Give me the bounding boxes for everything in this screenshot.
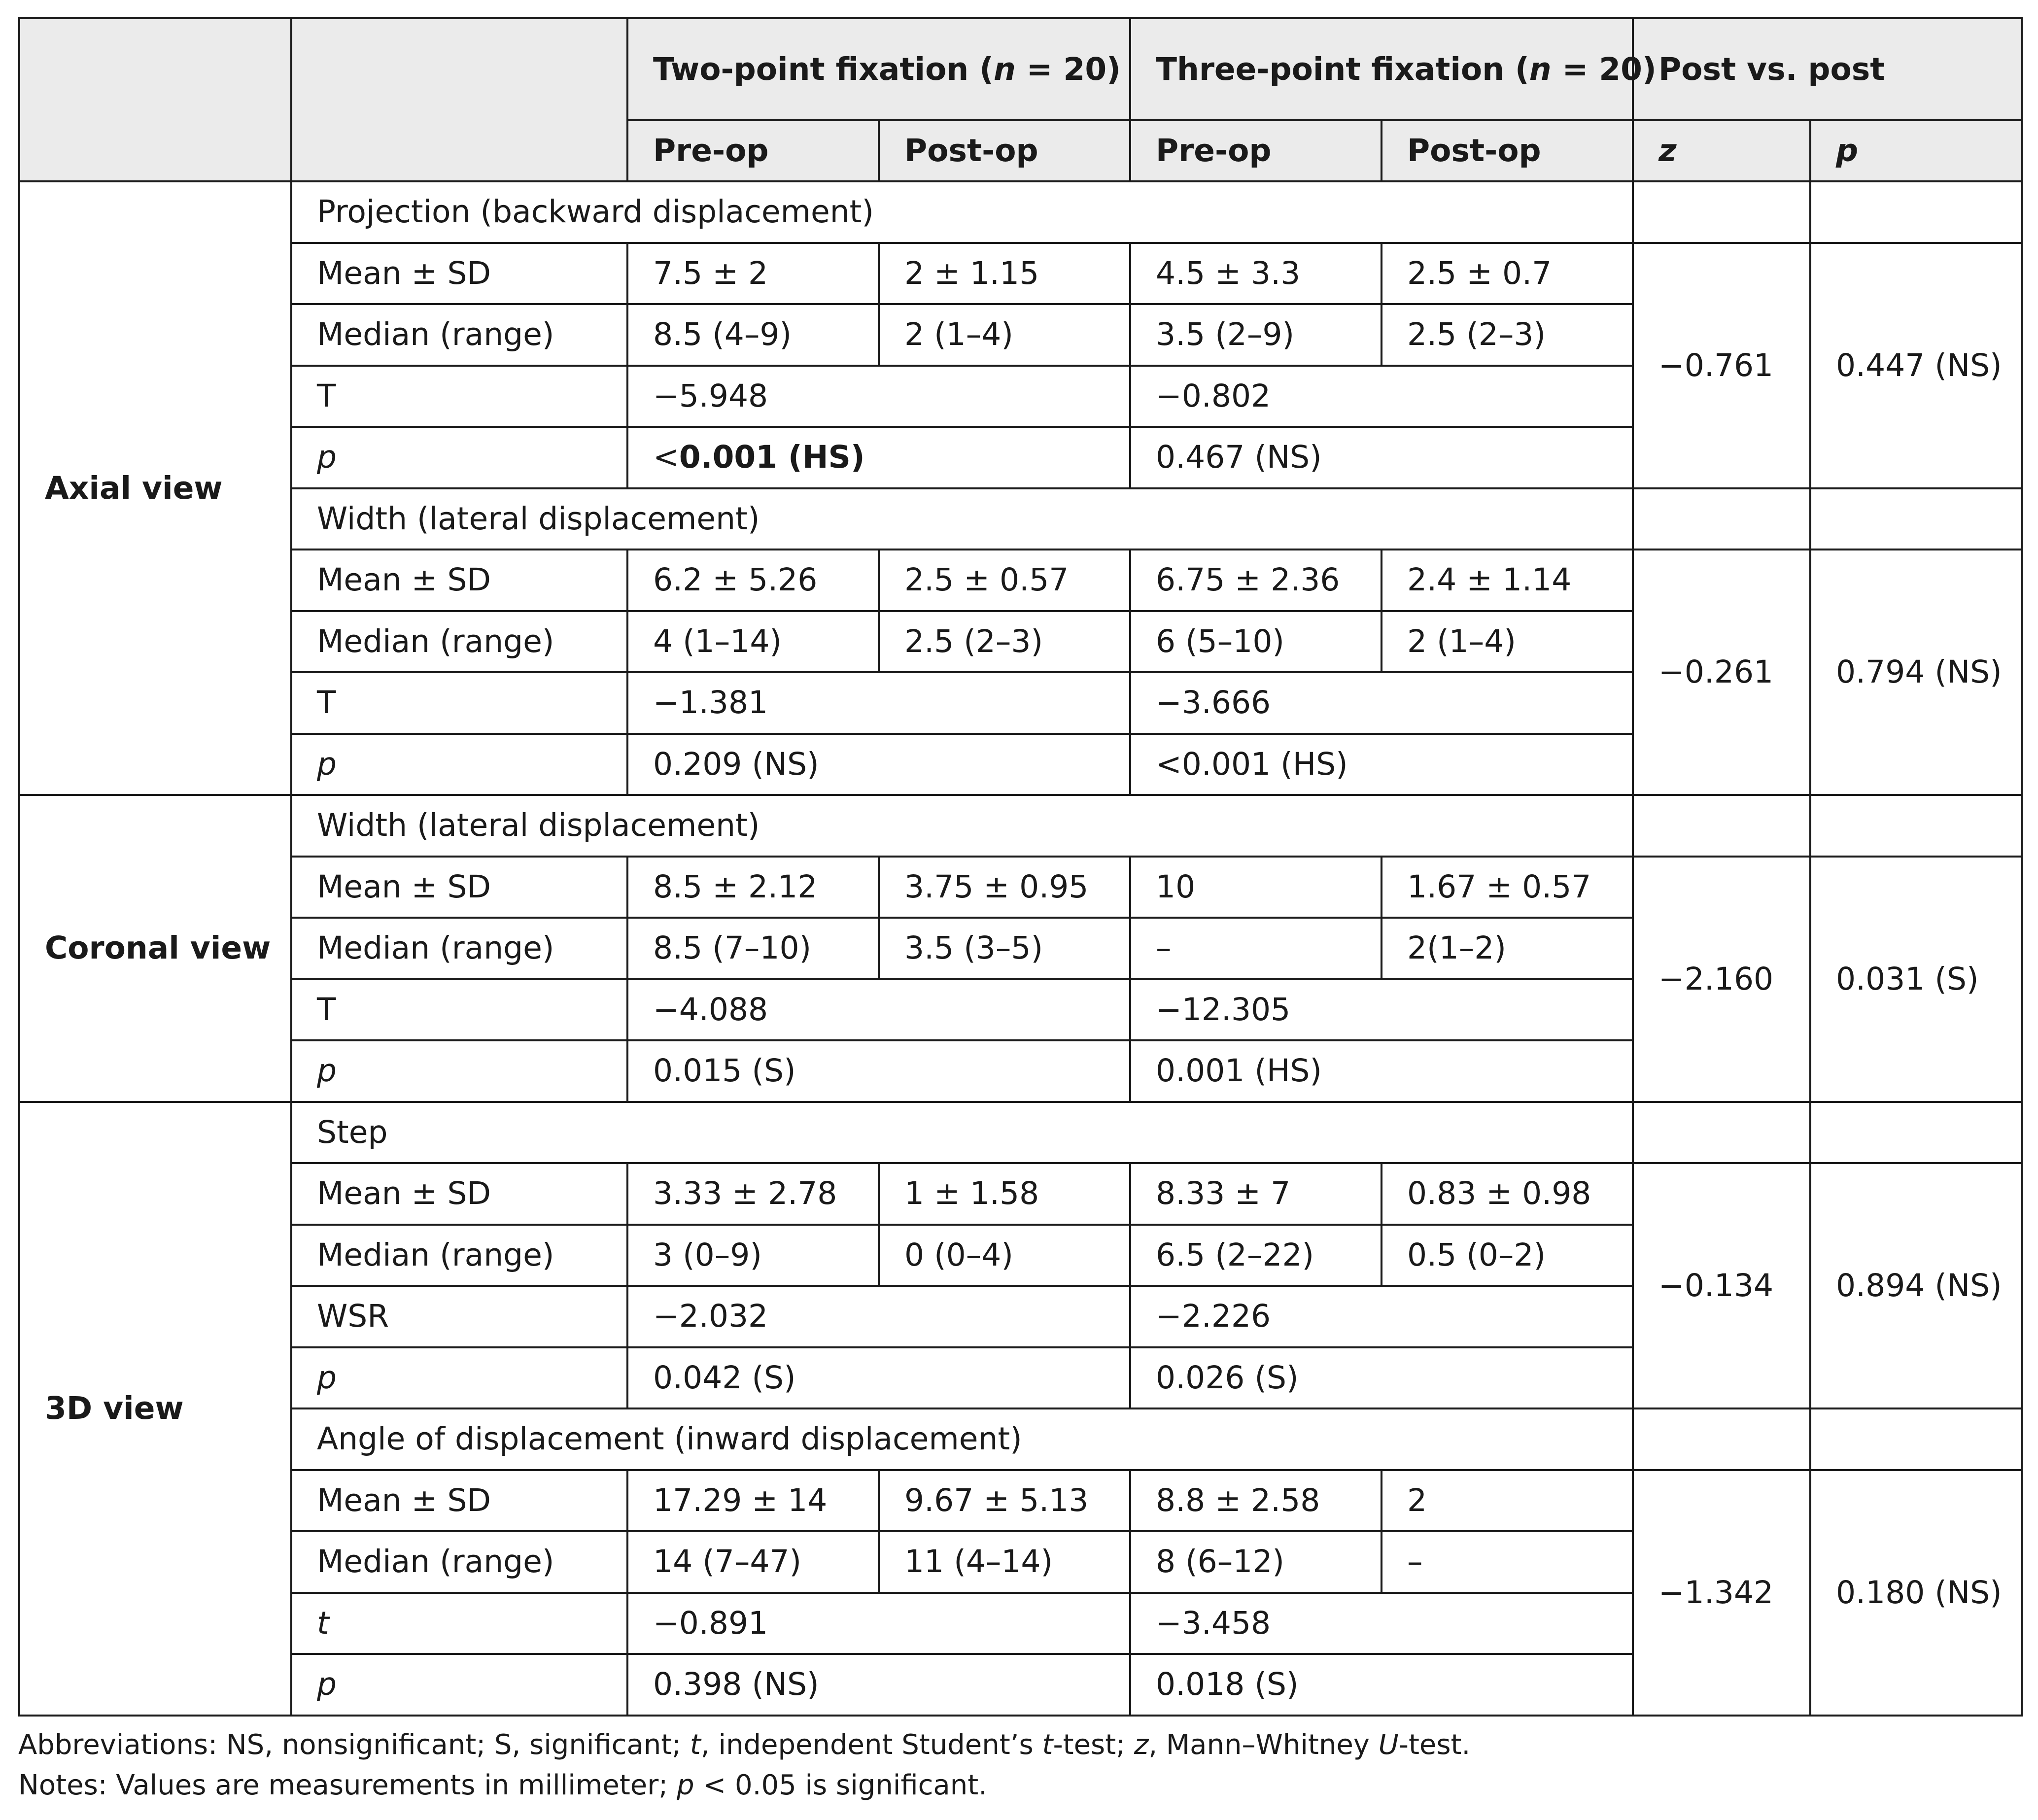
z-value: −0.761	[1633, 243, 1810, 488]
mean-sd-value: 2 ± 1.15	[879, 243, 1130, 305]
z-value: −2.160	[1633, 857, 1810, 1102]
median-range-value: 4 (1–14)	[627, 611, 879, 673]
p-value: 0.026 (S)	[1130, 1347, 1633, 1409]
p-label: p	[291, 1347, 627, 1409]
p-empty-cell	[1810, 488, 2022, 550]
test-statistic-label: T	[291, 672, 627, 734]
mean-sd-value: 2.5 ± 0.57	[879, 549, 1130, 611]
view-label: 3D view	[19, 1102, 291, 1716]
median-range-value: –	[1382, 1531, 1633, 1593]
median-range-value: 2 (1–4)	[879, 304, 1130, 366]
p-empty-cell	[1810, 1408, 2022, 1470]
header-post-vs-post: Post vs. post	[1633, 18, 2022, 120]
header-pre-op: Pre-op	[1130, 120, 1382, 181]
median-range-value: –	[1130, 918, 1382, 979]
mean-sd-value: 7.5 ± 2	[627, 243, 879, 305]
median-range-value: 3 (0–9)	[627, 1225, 879, 1286]
median-range-value: 8 (6–12)	[1130, 1531, 1382, 1593]
view-label: Coronal view	[19, 795, 291, 1102]
p-value: 0.794 (NS)	[1810, 549, 2022, 795]
subsection-title-row	[19, 488, 2022, 550]
mean-sd-label: Mean ± SD	[291, 1470, 627, 1532]
median-range-value: 3.5 (2–9)	[1130, 304, 1382, 366]
median-range-label: Median (range)	[291, 1225, 627, 1286]
test-statistic-label: t	[291, 1593, 627, 1654]
median-range-value: 3.5 (3–5)	[879, 918, 1130, 979]
p-value: 0.894 (NS)	[1810, 1163, 2022, 1408]
header-pre-op: Pre-op	[627, 120, 879, 181]
test-statistic-label: T	[291, 366, 627, 427]
test-statistic-label: T	[291, 979, 627, 1041]
mean-sd-value: 8.33 ± 7	[1130, 1163, 1382, 1225]
subsection-title: Width (lateral displacement)	[291, 488, 1633, 550]
mean-sd-row	[19, 1163, 2022, 1225]
subsection-title: Projection (backward displacement)	[291, 181, 1633, 243]
mean-sd-value: 1.67 ± 0.57	[1382, 857, 1633, 918]
median-range-value: 6.5 (2–22)	[1130, 1225, 1382, 1286]
test-statistic-label: WSR	[291, 1286, 627, 1347]
mean-sd-row	[19, 549, 2022, 611]
z-value: −0.134	[1633, 1163, 1810, 1408]
test-statistic-value: −0.891	[627, 1593, 1130, 1654]
median-range-label: Median (range)	[291, 1531, 627, 1593]
subsection-title-row	[19, 181, 2022, 243]
test-statistic-value: −3.458	[1130, 1593, 1633, 1654]
mean-sd-value: 4.5 ± 3.3	[1130, 243, 1382, 305]
header-empty-cell	[19, 18, 291, 181]
header-three-point: Three-point fixation (n = 20)	[1130, 18, 1633, 120]
median-range-value: 2.5 (2–3)	[879, 611, 1130, 673]
subsection-title-row	[19, 795, 2022, 857]
median-range-value: 0 (0–4)	[879, 1225, 1130, 1286]
median-range-value: 2 (1–4)	[1382, 611, 1633, 673]
mean-sd-value: 3.75 ± 0.95	[879, 857, 1130, 918]
mean-sd-value: 9.67 ± 5.13	[879, 1470, 1130, 1532]
notes-line: Notes: Values are measurements in millimeter; p < 0.05 is significant.	[18, 1769, 987, 1801]
mean-sd-value: 8.5 ± 2.12	[627, 857, 879, 918]
test-statistic-value: −4.088	[627, 979, 1130, 1041]
mean-sd-value: 2.5 ± 0.7	[1382, 243, 1633, 305]
header-p: p	[1810, 120, 2022, 181]
mean-sd-value: 17.29 ± 14	[627, 1470, 879, 1532]
median-range-value: 2.5 (2–3)	[1382, 304, 1633, 366]
z-value: −1.342	[1633, 1470, 1810, 1716]
median-range-label: Median (range)	[291, 611, 627, 673]
subsection-title-row	[19, 1102, 2022, 1164]
p-value: 0.180 (NS)	[1810, 1470, 2022, 1716]
mean-sd-value: 6.2 ± 5.26	[627, 549, 879, 611]
p-value: <0.001 (HS)	[1130, 734, 1633, 795]
p-value: 0.209 (NS)	[627, 734, 1130, 795]
median-range-value: 2(1–2)	[1382, 918, 1633, 979]
z-empty-cell	[1633, 488, 1810, 550]
mean-sd-value: 1 ± 1.58	[879, 1163, 1130, 1225]
table-footnotes	[18, 1725, 1470, 1806]
z-empty-cell	[1633, 795, 1810, 857]
mean-sd-row	[19, 857, 2022, 918]
p-label: p	[291, 1654, 627, 1716]
mean-sd-label: Mean ± SD	[291, 549, 627, 611]
subsection-title: Width (lateral displacement)	[291, 795, 1633, 857]
mean-sd-row	[19, 243, 2022, 305]
p-label: p	[291, 427, 627, 488]
median-range-value: 0.5 (0–2)	[1382, 1225, 1633, 1286]
test-statistic-value: −0.802	[1130, 366, 1633, 427]
results-table	[18, 17, 2023, 1717]
test-statistic-value: −12.305	[1130, 979, 1633, 1041]
mean-sd-label: Mean ± SD	[291, 243, 627, 305]
median-range-value: 14 (7–47)	[627, 1531, 879, 1593]
median-range-label: Median (range)	[291, 304, 627, 366]
p-value: 0.042 (S)	[627, 1347, 1130, 1409]
test-statistic-value: −2.226	[1130, 1286, 1633, 1347]
view-label: Axial view	[19, 181, 291, 795]
median-range-label: Median (range)	[291, 918, 627, 979]
median-range-value: 8.5 (7–10)	[627, 918, 879, 979]
test-statistic-value: −3.666	[1130, 672, 1633, 734]
test-statistic-value: −5.948	[627, 366, 1130, 427]
mean-sd-label: Mean ± SD	[291, 857, 627, 918]
p-value: <0.001 (HS)	[627, 427, 1130, 488]
mean-sd-row	[19, 1470, 2022, 1532]
p-value: 0.447 (NS)	[1810, 243, 2022, 488]
z-value: −0.261	[1633, 549, 1810, 795]
p-value: 0.001 (HS)	[1130, 1040, 1633, 1102]
mean-sd-value: 2.4 ± 1.14	[1382, 549, 1633, 611]
mean-sd-value: 2	[1382, 1470, 1633, 1532]
header-two-point: Two-point fixation (n = 20)	[627, 18, 1130, 120]
p-label: p	[291, 734, 627, 795]
p-empty-cell	[1810, 1102, 2022, 1164]
p-value: 0.031 (S)	[1810, 857, 2022, 1102]
subsection-title: Step	[291, 1102, 1633, 1164]
p-label: p	[291, 1040, 627, 1102]
subsection-title-row	[19, 1408, 2022, 1470]
p-value: 0.015 (S)	[627, 1040, 1130, 1102]
mean-sd-value: 6.75 ± 2.36	[1130, 549, 1382, 611]
header-empty-cell	[291, 18, 627, 181]
header-z: z	[1633, 120, 1810, 181]
header-post-op: Post-op	[879, 120, 1130, 181]
p-value: 0.467 (NS)	[1130, 427, 1633, 488]
median-range-value: 8.5 (4–9)	[627, 304, 879, 366]
header-post-op: Post-op	[1382, 120, 1633, 181]
abbreviations-note: Abbreviations: NS, nonsignificant; S, significant; t, independent Student’s t-test; z, Mann–Whitney U-test.	[18, 1729, 1471, 1761]
p-empty-cell	[1810, 181, 2022, 243]
z-empty-cell	[1633, 1102, 1810, 1164]
p-value: 0.398 (NS)	[627, 1654, 1130, 1716]
mean-sd-value: 0.83 ± 0.98	[1382, 1163, 1633, 1225]
subsection-title: Angle of displacement (inward displacement)	[291, 1408, 1633, 1470]
test-statistic-value: −2.032	[627, 1286, 1130, 1347]
p-empty-cell	[1810, 795, 2022, 857]
header-row-1	[19, 18, 2022, 120]
z-empty-cell	[1633, 1408, 1810, 1470]
median-range-value: 6 (5–10)	[1130, 611, 1382, 673]
mean-sd-value: 8.8 ± 2.58	[1130, 1470, 1382, 1532]
test-statistic-value: −1.381	[627, 672, 1130, 734]
mean-sd-label: Mean ± SD	[291, 1163, 627, 1225]
z-empty-cell	[1633, 181, 1810, 243]
mean-sd-value: 3.33 ± 2.78	[627, 1163, 879, 1225]
mean-sd-value: 10	[1130, 857, 1382, 918]
p-value: 0.018 (S)	[1130, 1654, 1633, 1716]
median-range-value: 11 (4–14)	[879, 1531, 1130, 1593]
